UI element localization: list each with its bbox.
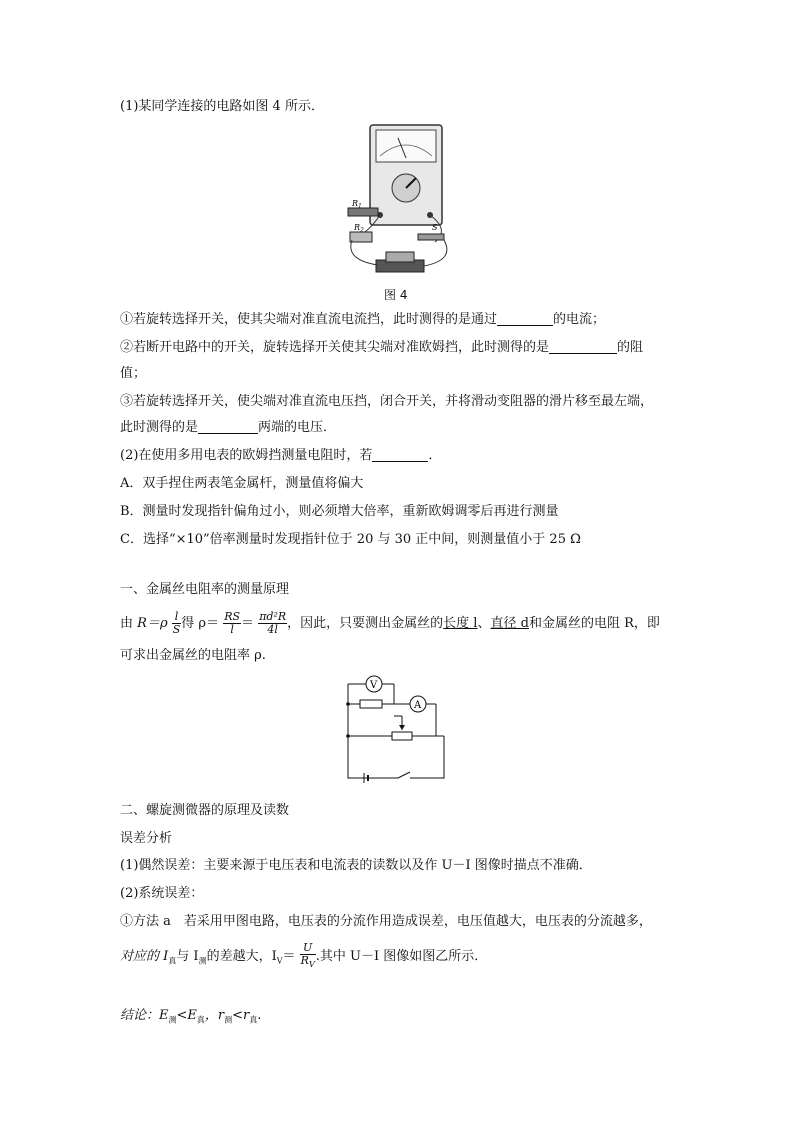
q1-item-b-cont: 值； — [120, 366, 147, 381]
error-random: (1)偶然误差：主要来源于电压表和电流表的读数以及作 U－I 图像时描点不准确． — [120, 858, 592, 873]
section1-title: 一、金属丝电阻率的测量原理 — [120, 582, 290, 597]
r1-label: $R_1$ — [352, 199, 362, 210]
figure-caption: 图 4 — [384, 288, 408, 302]
conclusion: 结论：$E_测<E_真$，$r_测<r_真$. — [120, 1008, 262, 1025]
q1-item-a: ①若旋转选择开关，使其尖端对准直流电流挡，此时测得的是通过 的电流； — [120, 312, 606, 327]
r2-label: $R_2$ — [354, 223, 364, 234]
fraction-rs-over-l: $\frac{RS}{l}$ — [224, 610, 241, 636]
multimeter-circuit-figure — [340, 120, 460, 280]
q2-option-a: A．双手捏住两表笔金属杆，测量值将偏大 — [120, 476, 364, 491]
q1-intro: (1)某同学连接的电路如图 4 所示． — [120, 99, 324, 114]
error-analysis-title: 误差分析 — [120, 831, 173, 846]
switch-label: S — [432, 223, 438, 232]
fraction-l-over-s: $\frac{l}{S}$ — [172, 610, 181, 636]
section2-title: 二、螺旋测微器的原理及读数 — [120, 803, 290, 818]
method-a-line2: 对应的 $I_真$与 $I_测$的差越大，$I_V=$ $\frac{U}{R_V}$ .其中 U－I 图像如图乙所示． — [120, 941, 488, 970]
section1-formula-line: 由 R＝ρ $\frac{l}{S}$ 得 ρ＝ $\frac{RS}{l}$ ＝ $\frac{\text{πd²R}}{4l}$ ，因此，只要测出金属丝的长度 l、直径 d和金属丝的电阻 R，即 — [120, 610, 660, 636]
q2-stem: (2)在使用多用电表的欧姆挡测量电阻时，若 ． — [120, 448, 442, 463]
method-a-line1: ①方法 a 若采用甲图电路，电压表的分流作用造成误差，电压值越大，电压表的分流越多， — [120, 914, 652, 929]
ammeter-label: A — [414, 700, 422, 711]
q2-option-c: C．选择“×10”倍率测量时发现指针位于 20 与 30 正中间，则测量值小于 25 Ω — [120, 532, 581, 547]
error-systematic: (2)系统误差： — [120, 886, 204, 901]
q2-option-b: B．测量时发现指针偏角过小，则必须增大倍率，重新欧姆调零后再进行测量 — [120, 504, 559, 519]
q1-item-b: ②若断开电路中的开关，旋转选择开关使其尖端对准欧姆挡，此时测得的是 的阻 — [120, 340, 644, 355]
section1-line2: 可求出金属丝的电阻率 ρ. — [120, 648, 266, 663]
fraction-pid2r-over-4l: $\frac{\text{πd²R}}{4l}$ — [259, 610, 287, 636]
q1-item-c-line1: ③若旋转选择开关，使尖端对准直流电压挡，闭合开关，并将滑动变阻器的滑片移至最左端， — [120, 394, 654, 409]
voltmeter-label: V — [370, 680, 378, 691]
resistivity-circuit-diagram — [340, 674, 450, 786]
fraction-u-over-rv: $\frac{U}{R_V}$ — [300, 941, 315, 970]
q1-item-c-line2: 此时测得的是 两端的电压． — [120, 420, 337, 435]
